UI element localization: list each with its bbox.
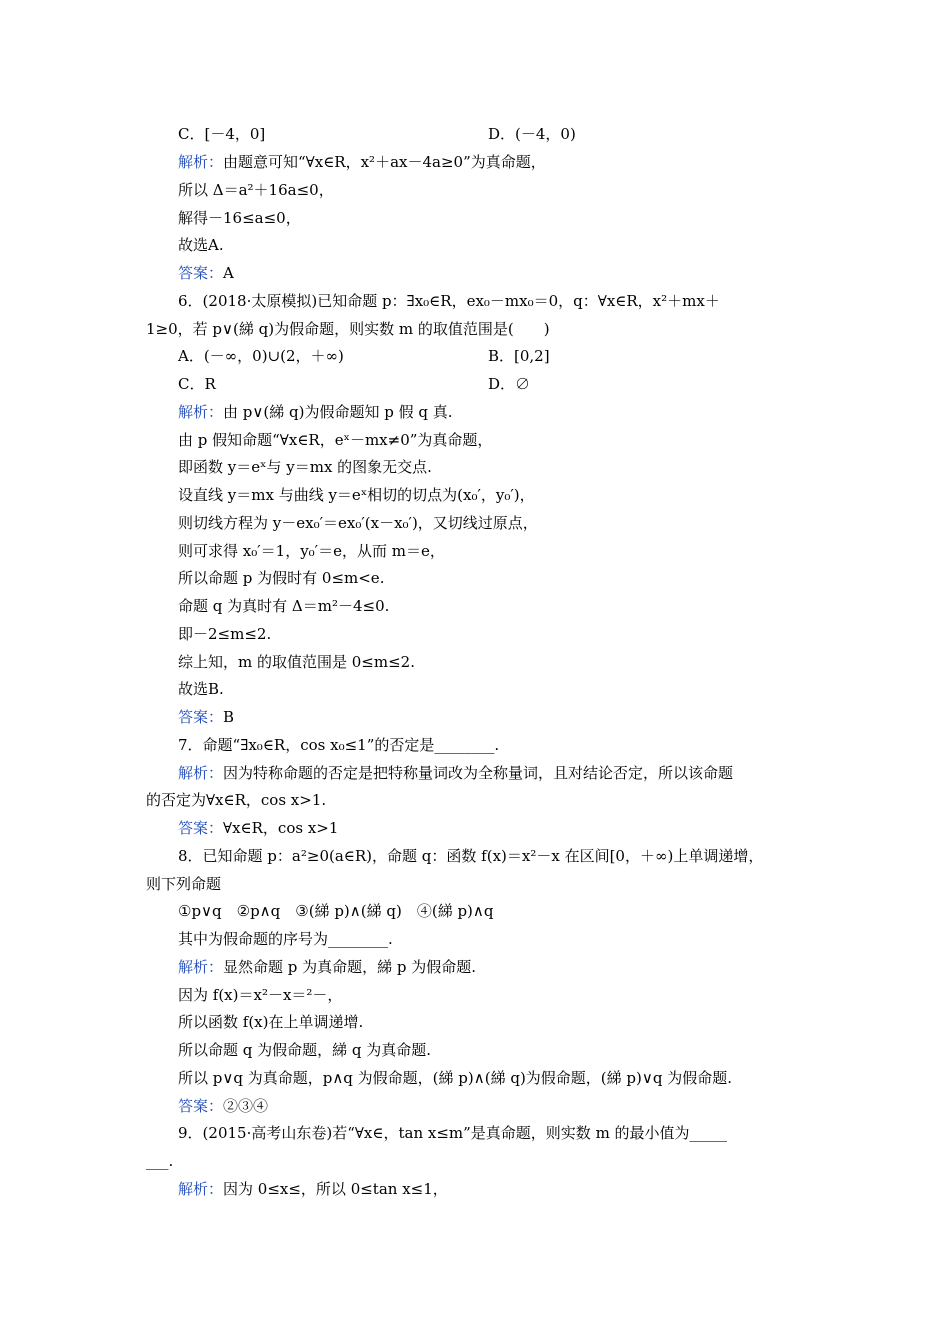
- q8-answer: 答案：②③④: [178, 1097, 269, 1115]
- solution-label: 解析：: [178, 1180, 224, 1198]
- q6-solution-line-1: 解析：由 p∨(綈 q)为假命题知 p 假 q 真.: [178, 403, 453, 421]
- solution-label: 解析：: [178, 958, 224, 976]
- q8-solution-line-4: 所以命题 q 为假命题，綈 q 为真命题.: [178, 1041, 432, 1059]
- q6-stem-line-2: 1≥0，若 p∨(綈 q)为假命题，则实数 m 的取值范围是( ): [146, 320, 550, 338]
- solution-label: 解析：: [178, 764, 224, 782]
- q7-stem: 7．命题“∃x₀∈R，cos x₀≤1”的否定是________.: [178, 736, 500, 754]
- q6-solution-line-8: 命题 q 为真时有 Δ＝m²－4≤0.: [178, 597, 390, 615]
- q8-solution-line-3: 所以函数 f(x)在上单调递增.: [178, 1013, 364, 1031]
- q6-answer: 答案：B: [178, 708, 235, 726]
- q9-solution-line-1: 解析：因为 0≤x≤，所以 0≤tan x≤1，: [178, 1180, 448, 1198]
- q5-solution-line-4: 故选A.: [178, 236, 224, 254]
- q7-solution-line-2: 的否定为∀x∈R，cos x>1.: [146, 791, 327, 809]
- q8-stem-line-3: ①p∨q ②p∧q ③(綈 p)∧(綈 q) ④(綈 p)∧q: [178, 902, 494, 920]
- q6-option-d: D．∅: [488, 375, 531, 393]
- q5-solution-line-2: 所以 Δ＝a²＋16a≤0，: [178, 181, 334, 199]
- q6-solution-line-3: 即函数 y＝eˣ与 y＝mx 的图象无交点.: [178, 458, 432, 476]
- q8-solution-line-5: 所以 p∨q 为真命题，p∧q 为假命题，(綈 p)∧(綈 q)为假命题，(綈 p)∨q 为假命题.: [178, 1069, 732, 1087]
- q6-option-a: A．(－∞，0)∪(2，＋∞): [178, 347, 344, 365]
- q8-stem-line-1: 8．已知命题 p：a²≥0(a∈R)，命题 q：函数 f(x)＝x²－x 在区间[0，＋∞)上单调递增，: [178, 847, 764, 865]
- q6-option-c: C．R: [178, 375, 216, 393]
- q5-option-d: D．(－4，0): [488, 125, 576, 143]
- q9-stem-line-2: ___.: [146, 1152, 174, 1170]
- q5-solution-line-3: 解得－16≤a≤0，: [178, 209, 301, 227]
- answer-label: 答案：: [178, 264, 224, 282]
- answer-label: 答案：: [178, 1097, 224, 1115]
- q6-solution-line-9: 即－2≤m≤2.: [178, 625, 272, 643]
- q6-solution-line-7: 所以命题 p 为假时有 0≤m<e.: [178, 569, 385, 587]
- q6-solution-line-6: 则可求得 x₀′＝1，y₀′＝e，从而 m＝e，: [178, 542, 445, 560]
- q5-answer: 答案：A: [178, 264, 234, 282]
- q5-options-cd: [178, 124, 265, 144]
- answer-label: 答案：: [178, 708, 224, 726]
- q8-stem-line-4: 其中为假命题的序号为________.: [178, 930, 393, 948]
- solution-label: 解析：: [178, 153, 224, 171]
- solution-label: 解析：: [178, 403, 224, 421]
- q6-option-b: B．[0,2]: [488, 347, 550, 365]
- q7-solution-line-1: 解析：因为特称命题的否定是把特称量词改为全称量词，且对结论否定，所以该命题: [178, 764, 734, 782]
- q6-solution-line-5: 则切线方程为 y－ex₀′＝ex₀′(x－x₀′)，又切线过原点，: [178, 514, 538, 532]
- q6-solution-line-4: 设直线 y＝mx 与曲线 y＝eˣ相切的切点为(x₀′，y₀′)，: [178, 486, 535, 504]
- q6-solution-line-2: 由 p 假知命题“∀x∈R，eˣ－mx≠0”为真命题，: [178, 431, 493, 449]
- q8-stem-line-2: 则下列命题: [146, 875, 222, 893]
- q5-solution-line-1: 解析：由题意可知“∀x∈R，x²＋ax－4a≥0”为真命题，: [178, 153, 546, 171]
- q9-stem-line-1: 9．(2015·高考山东卷)若“∀x∈，tan x≤m”是真命题，则实数 m 的最小值为_____: [178, 1124, 728, 1142]
- q6-stem-line-1: 6．(2018·太原模拟)已知命题 p：∃x₀∈R，ex₀－mx₀＝0，q：∀x∈R，x²＋mx＋: [178, 292, 720, 310]
- q8-solution-line-2: 因为 f(x)＝x²－x＝²－，: [178, 986, 343, 1004]
- q6-solution-line-11: 故选B.: [178, 680, 224, 698]
- q7-answer: 答案：∀x∈R，cos x>1: [178, 819, 339, 837]
- q5-option-c: C．[－4，0]: [178, 125, 266, 143]
- answer-label: 答案：: [178, 819, 224, 837]
- q6-solution-line-10: 综上知，m 的取值范围是 0≤m≤2.: [178, 653, 415, 671]
- q8-solution-line-1: 解析：显然命题 p 为真命题，綈 p 为假命题.: [178, 958, 477, 976]
